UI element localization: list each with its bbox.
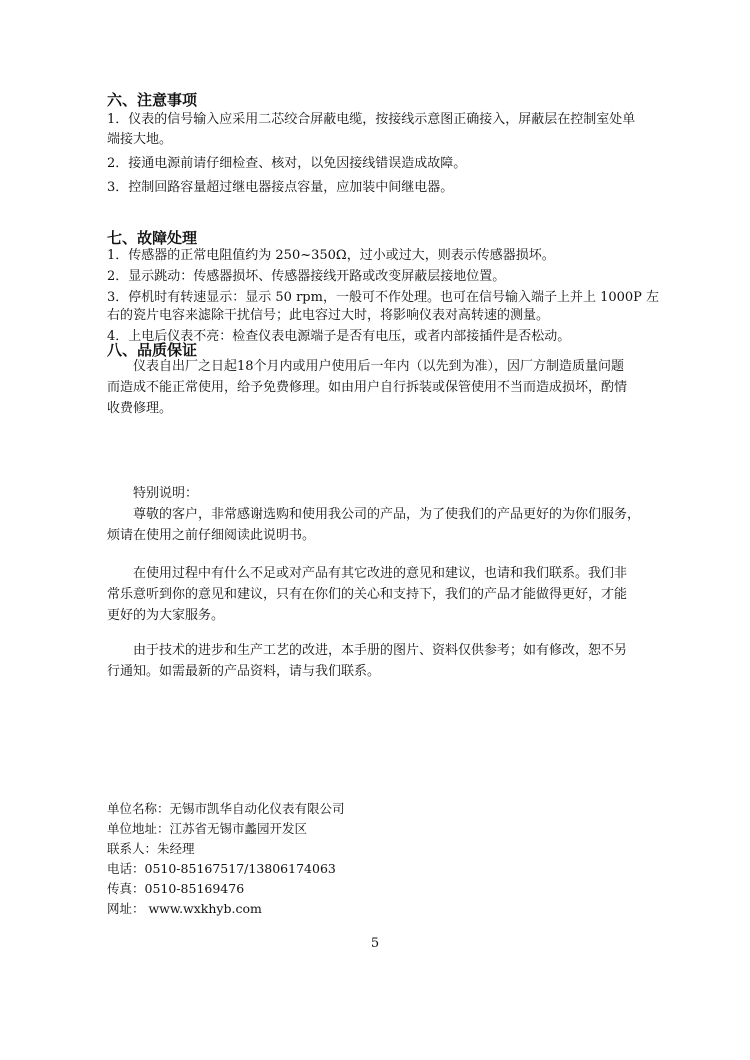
special-note-line: 由于技术的进步和生产工艺的改进，本手册的图片、资料仅供参考；如有修改，恕不另 <box>133 643 628 658</box>
warranty-line: 而造成不能正常使用，给予免费修理。如由用户自行拆装或保管使用不当而造成损坏，酌情 <box>107 380 628 395</box>
warranty-line: 收费修理。 <box>107 401 173 416</box>
contact-website: 网址： www.wxkhyb.com <box>107 901 262 916</box>
contact-phone: 电话：0510-85167517/13806174063 <box>107 861 336 876</box>
special-note-line: 更好的为大家服务。 <box>107 608 225 623</box>
special-note-line: 尊敬的客户，非常感谢选购和使用我公司的产品，为了使我们的产品更好的为你们服务， <box>133 507 641 522</box>
troubleshooting-line: 1．传感器的正常电阻值约为 250~350Ω，过小或过大，则表示传感器损坏。 <box>107 248 555 263</box>
special-note-line: 在使用过程中有什么不足或对产品有其它改进的意见和建议，也请和我们联系。我们非 <box>133 566 628 581</box>
troubleshooting-line: 右的瓷片电容来滤除干扰信号；此电容过大时，将影响仪表对高转速的测量。 <box>107 308 550 323</box>
warranty-line: 仪表自出厂之日起18个月内或用户使用后一年内（以先到为准），因厂方制造质量问题 <box>133 359 625 374</box>
notes-line: 2．接通电源前请仔细检查、核对，以免因接线错误造成故障。 <box>107 156 467 171</box>
notes-line: 3．控制回路容量超过继电器接点容量，应加装中间继电器。 <box>107 180 454 195</box>
troubleshooting-line: 2．显示跳动：传感器损坏、传感器接线开路或改变屏蔽层接地位置。 <box>107 269 506 284</box>
notes-line: 端接大地。 <box>107 132 173 147</box>
troubleshooting-line: 3．停机时有转速显示：显示 50 rpm，一般可不作处理。也可在信号输入端子上并上 1000P 左 <box>107 290 660 305</box>
notes-line: 1．仪表的信号输入应采用二芯绞合屏蔽电缆，按接线示意图正确接入，屏蔽层在控制室处单 <box>107 112 636 127</box>
contact-company: 单位名称：无锡市凯华自动化仪表有限公司 <box>107 801 345 816</box>
section-heading-troubleshooting: 七、故障处理 <box>107 229 198 247</box>
section-heading-warranty: 八、品质保证 <box>107 341 198 359</box>
special-note-title: 特别说明： <box>133 486 199 501</box>
contact-person: 联系人：朱经理 <box>107 841 195 856</box>
special-note-line: 行通知。如需最新的产品资料，请与我们联系。 <box>107 664 381 679</box>
contact-address: 单位地址：江苏省无锡市蠡园开发区 <box>107 821 308 836</box>
contact-fax: 传真：0510-85169476 <box>107 881 245 896</box>
page-number: 5 <box>370 936 380 951</box>
special-note-line: 常乐意听到你的意见和建议，只有在你们的关心和支持下，我们的产品才能做得更好，才能 <box>107 587 628 602</box>
troubleshooting-line: 4．上电后仪表不亮：检查仪表电源端子是否有电压，或者内部接插件是否松动。 <box>107 329 571 344</box>
special-note-line: 烦请在使用之前仔细阅读此说明书。 <box>107 528 316 543</box>
section-heading-notes: 六、注意事项 <box>107 91 198 109</box>
